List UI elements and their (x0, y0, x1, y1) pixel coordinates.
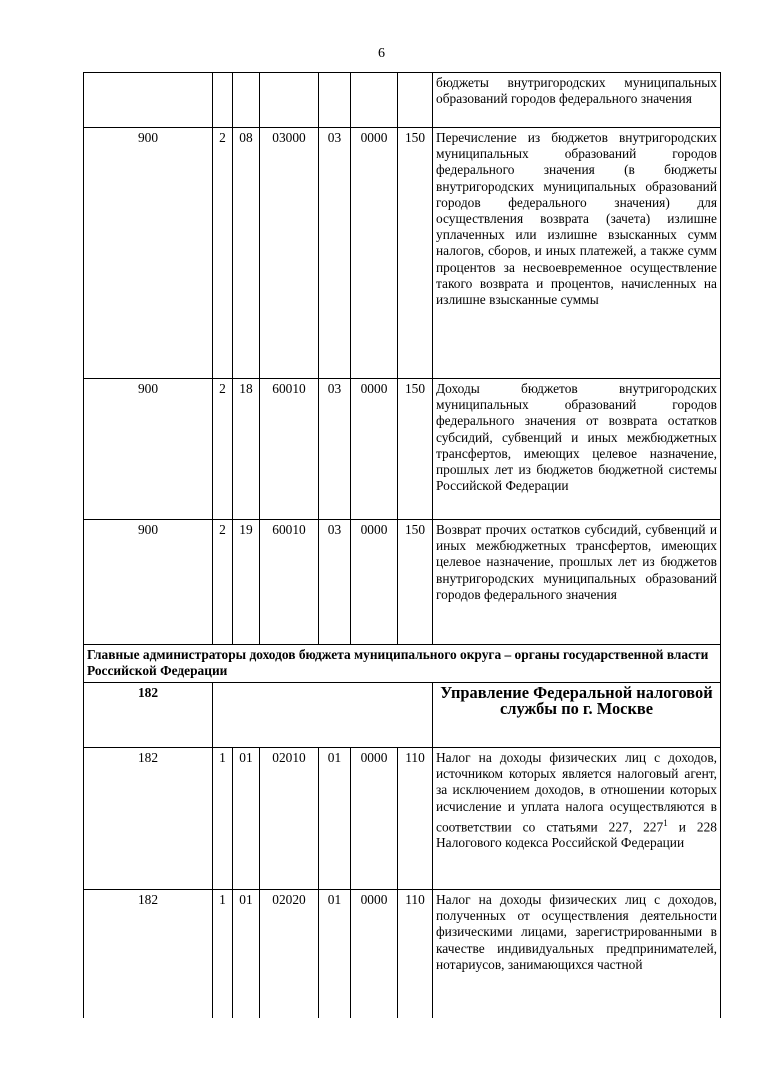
article-cell (260, 73, 319, 128)
table-row (84, 748, 721, 890)
admin-code-cell: 900 (84, 520, 213, 645)
empty-cell (213, 683, 433, 748)
subgroup-cell: 08 (233, 128, 260, 379)
element-cell: 03 (319, 128, 351, 379)
admin-code-cell: 900 (84, 379, 213, 520)
admin-code-cell (84, 73, 213, 128)
program-cell: 0000 (351, 128, 398, 379)
program-cell: 0000 (351, 890, 398, 1018)
kosgu-cell: 150 (398, 379, 433, 520)
kosgu-cell: 110 (398, 890, 433, 1018)
program-cell (351, 73, 398, 128)
group-cell (213, 73, 233, 128)
revenue-name-cell: Возврат прочих остатков субсидий, субвенций и иных межбюджетных трансфертов, имеющих целевое назначение, прошлых лет из бюджетов внутригородских муниципальных образований городов федерального значения (433, 520, 721, 645)
revenue-name-text: Налог на доходы физических лиц с доходов, источником которых является налоговый агент, за исключением доходов, в отношении которых исчисление и уплата налога осуществляются в соответствии со статьями 227, 227 (436, 750, 717, 835)
table-row (84, 520, 721, 645)
table-row (84, 379, 721, 520)
kosgu-cell (398, 73, 433, 128)
admin-name-cell: Управление Федеральной налоговой службы по г. Москве (433, 683, 721, 748)
subgroup-cell: 01 (233, 748, 260, 890)
table-row (84, 128, 721, 379)
revenue-name-cell: бюджеты внутригородских муниципальных образований городов федерального значения (433, 73, 721, 128)
article-cell: 02010 (260, 748, 319, 890)
page-number: 6 (378, 46, 385, 61)
group-cell: 1 (213, 748, 233, 890)
revenue-name-cell: Налог на доходы физических лиц с доходов, полученных от осуществления деятельности физическими лицами, зарегистрированными в качестве индивидуальных предпринимателей, нотариусов, занимающихся частной (433, 890, 721, 1018)
program-cell: 0000 (351, 520, 398, 645)
admin-code-cell: 900 (84, 128, 213, 379)
article-cell: 02020 (260, 890, 319, 1018)
revenue-name-cell: Перечисление из бюджетов внутригородских муниципальных образований городов федерального значения (в бюджеты внутригородских муниципальных образований городов федерального значения) для осуществления возврата (зачета) излишне уплаченных или излишне взысканных сумм налогов, сборов, и иных платежей, а также сумм процентов за несвоевременное осуществление такого возврата и процентов, начисленных на излишне взысканные суммы (433, 128, 721, 379)
table-row (84, 73, 721, 128)
kosgu-cell: 150 (398, 128, 433, 379)
group-cell: 1 (213, 890, 233, 1018)
subgroup-cell (233, 73, 260, 128)
subgroup-cell: 01 (233, 890, 260, 1018)
admin-code-cell: 182 (84, 748, 213, 890)
section-heading-row (84, 645, 721, 683)
group-cell: 2 (213, 520, 233, 645)
program-cell: 0000 (351, 379, 398, 520)
table-row (84, 890, 721, 1018)
revenue-name-text-end: и 228 Налогового кодекса Российской Федерации (436, 819, 717, 851)
admin-header-row (84, 683, 721, 748)
subgroup-cell: 19 (233, 520, 260, 645)
element-cell (319, 73, 351, 128)
program-cell: 0000 (351, 748, 398, 890)
element-cell: 03 (319, 520, 351, 645)
element-cell: 01 (319, 748, 351, 890)
superscript: 1 (663, 817, 668, 828)
admin-code-cell: 182 (84, 890, 213, 1018)
subgroup-cell: 18 (233, 379, 260, 520)
element-cell: 03 (319, 379, 351, 520)
element-cell: 01 (319, 890, 351, 1018)
revenue-name-cell (433, 748, 721, 890)
kosgu-cell: 110 (398, 748, 433, 890)
article-cell: 60010 (260, 379, 319, 520)
admin-code-cell: 182 (84, 683, 213, 748)
kosgu-cell: 150 (398, 520, 433, 645)
article-cell: 03000 (260, 128, 319, 379)
group-cell: 2 (213, 379, 233, 520)
revenue-name-cell: Доходы бюджетов внутригородских муниципальных образований городов федерального значения от возврата остатков субсидий, субвенций и иных межбюджетных трансфертов, имеющих целевое назначение, прошлых лет из бюджетов бюджетной системы Российской Федерации (433, 379, 721, 520)
section-heading: Главные администраторы доходов бюджета муниципального округа – органы государственной власти Российской Федерации (84, 645, 721, 683)
article-cell: 60010 (260, 520, 319, 645)
group-cell: 2 (213, 128, 233, 379)
revenue-table (83, 72, 721, 1018)
